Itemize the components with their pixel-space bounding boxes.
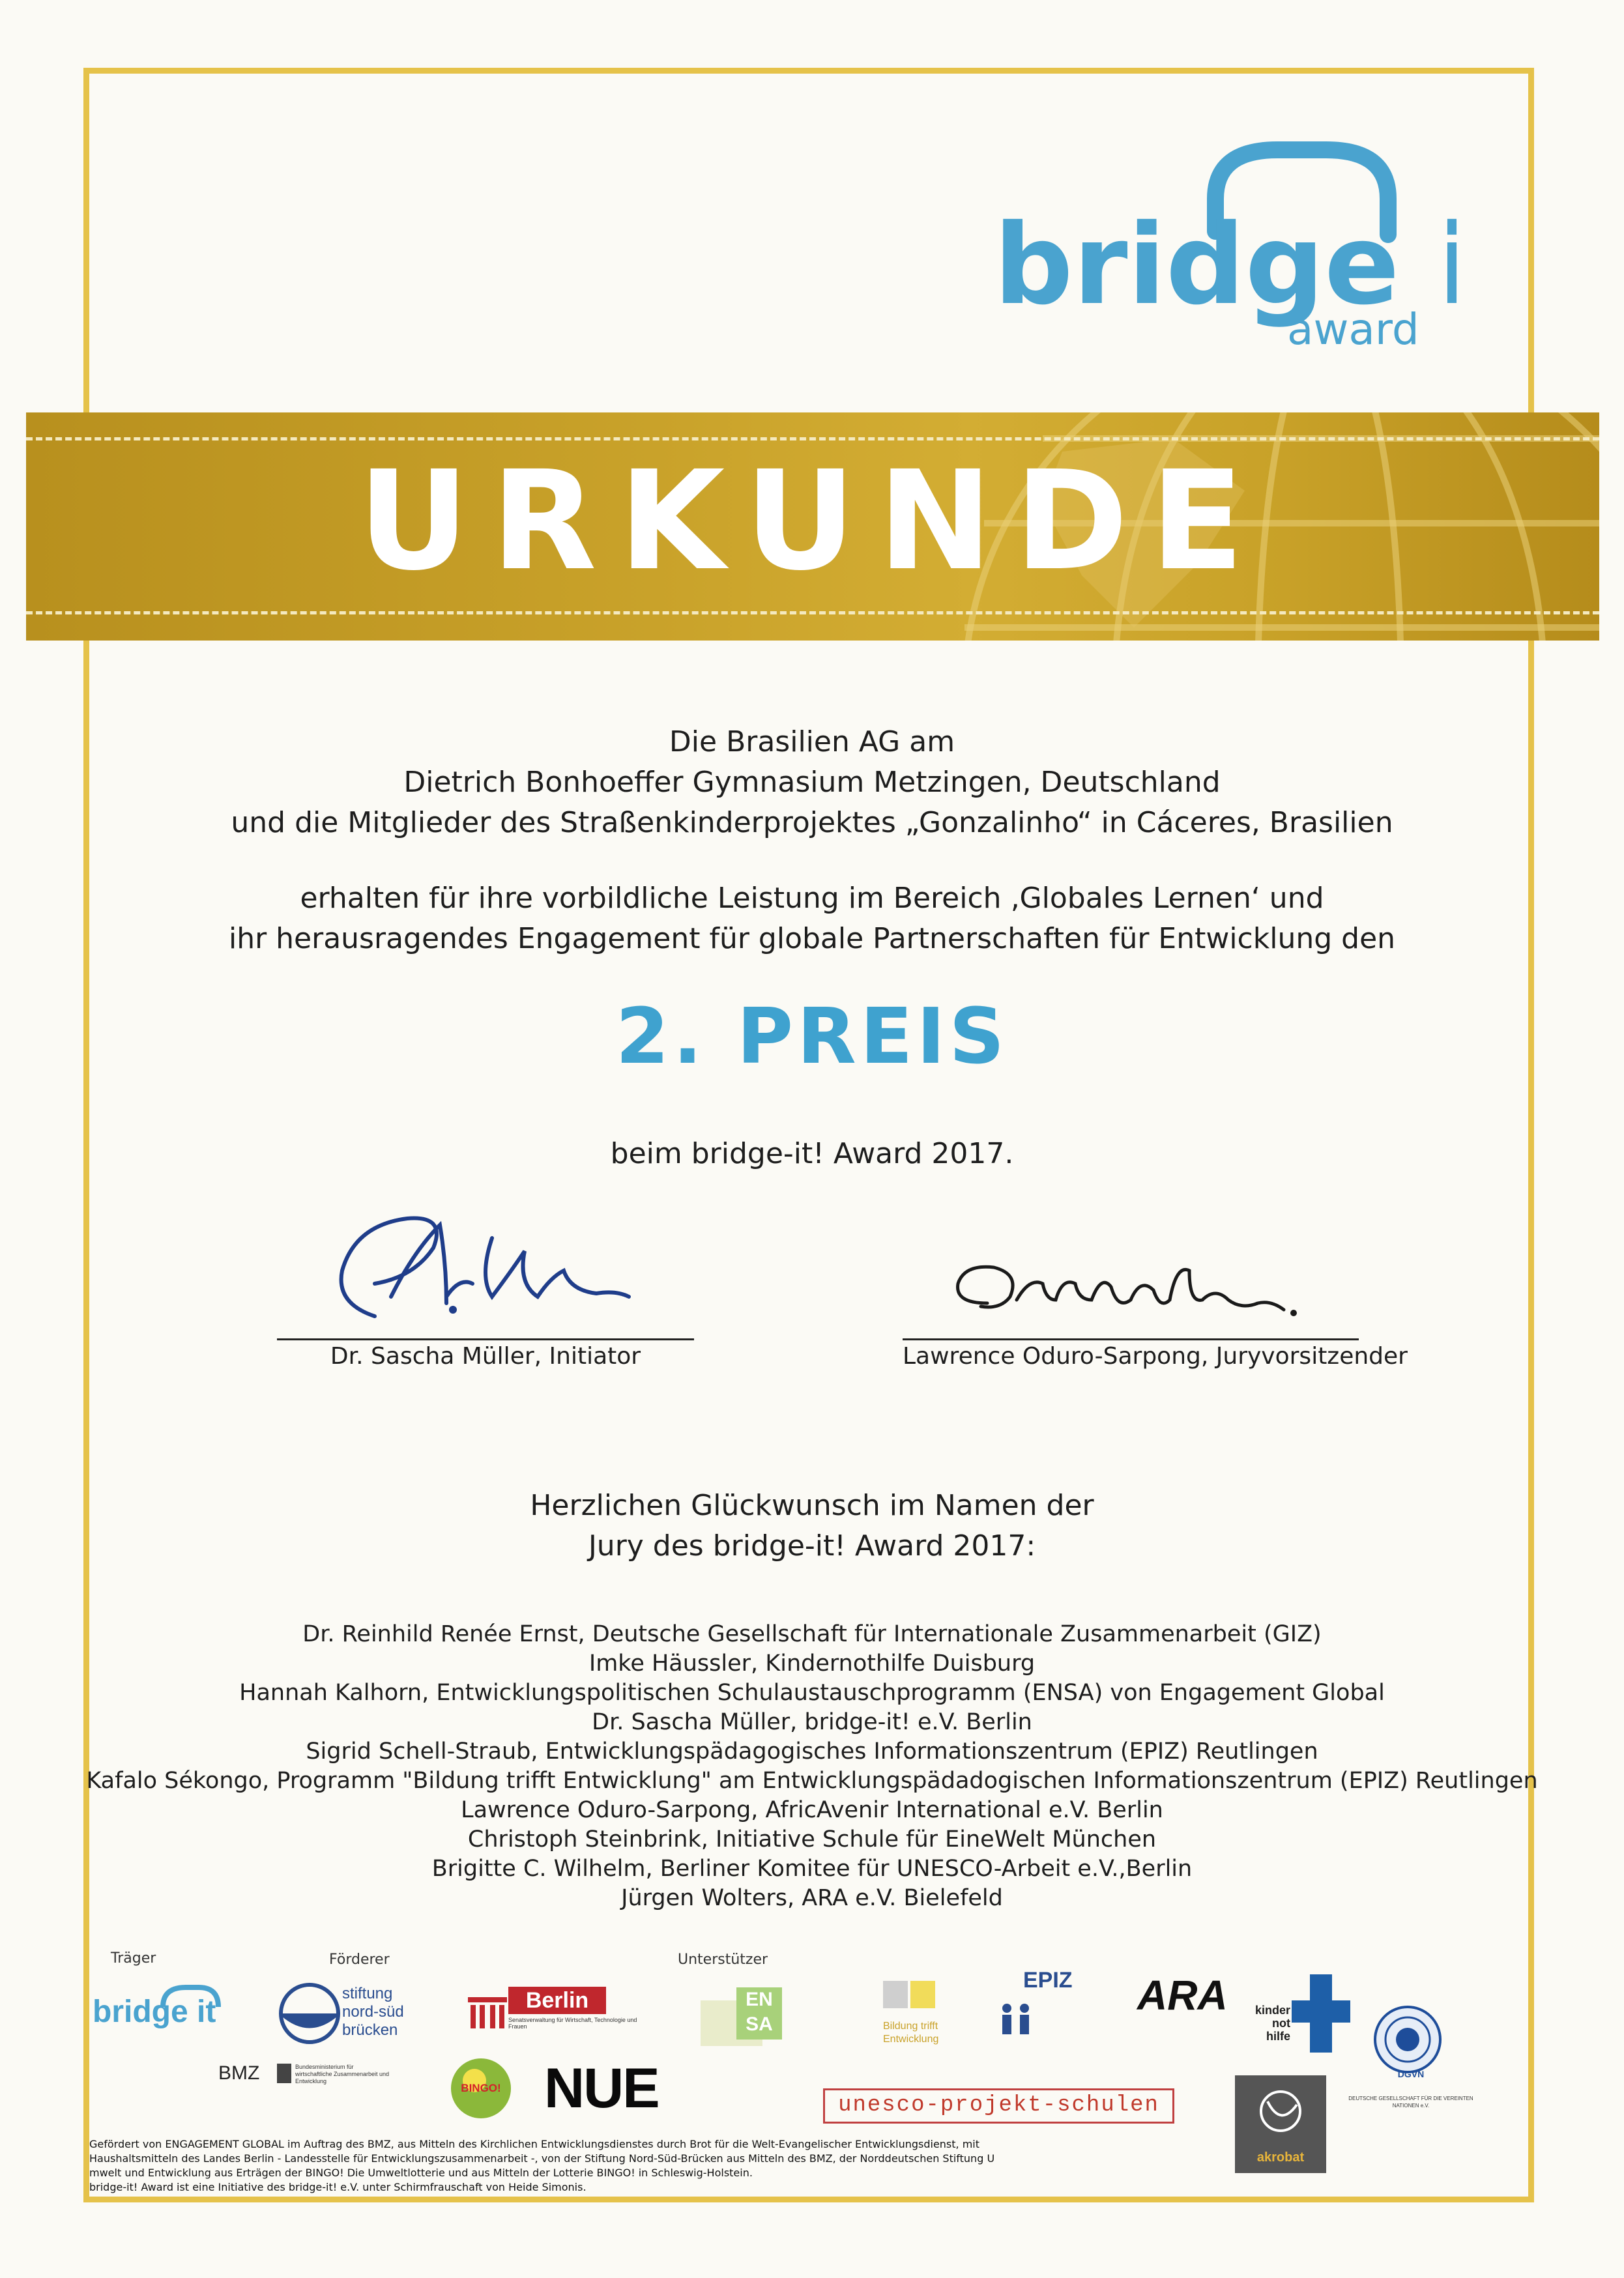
stiftung-circle-icon: [277, 1981, 349, 2046]
footnote-line-4: bridge-it! Award ist eine Initiative des bridge-it! e.V. unter Schirmfrauschaft von Heide Simonis.: [89, 2181, 587, 2193]
jury-list: [0, 1620, 1624, 1913]
epiz-logo: [997, 1968, 1088, 2046]
kinder-line-3: hilfe: [1266, 2030, 1290, 2043]
bildung-line-1: Bildung trifft: [883, 2021, 938, 2032]
funding-footnote: [89, 2137, 1249, 2195]
banner-dashed-top: [26, 437, 1599, 440]
award-line-block: [0, 1134, 1624, 1174]
stiftung-logo: [277, 1981, 420, 2046]
stiftung-line-2: nord-süd: [342, 2003, 404, 2021]
bridge-it-small-text: bridge it: [93, 1995, 216, 2029]
label-unterstuetzer: Unterstützer: [678, 1952, 768, 1968]
unesco-projekt-schulen-stamp: unesco-projekt-schulen: [823, 2088, 1174, 2124]
stiftung-line-1: stiftung: [342, 1985, 393, 2002]
prize-title: 2. PREIS: [615, 991, 1009, 1081]
bmz-text: BMZ: [218, 2062, 260, 2084]
cross-icon: [1292, 1974, 1350, 2053]
jury-member: Hannah Kalhorn, Entwicklungspolitischen Schulaustauschprogramm (ENSA) von Engagement Global: [239, 1680, 1385, 1706]
ara-text: ARA: [1137, 1972, 1228, 2019]
recipients-line-3: und die Mitglieder des Straßenkinderprojektes „Gonzalinho“ in Cáceres, Brasilien: [231, 806, 1393, 839]
berlin-text: Berlin: [508, 1987, 606, 2014]
signature-left: [277, 1199, 694, 1373]
ensa-logo: [701, 1987, 785, 2053]
jury-member: Sigrid Schell-Straub, Entwicklungspädagogisches Informationszentrum (EPIZ) Reutlingen: [306, 1738, 1318, 1765]
recipients-block: [0, 722, 1624, 843]
bingo-text: BINGO!: [461, 2082, 501, 2094]
kindernothilfe-logo: [1245, 1974, 1349, 2053]
jury-member: Dr. Reinhild Renée Ernst, Deutsche Gesellschaft für Internationale Zusammenarbeit (GIZ): [302, 1621, 1322, 1647]
congrats-line-1: Herzlichen Glückwunsch im Namen der: [530, 1489, 1094, 1522]
signature-left-caption: Dr. Sascha Müller, Initiator: [330, 1343, 641, 1370]
jury-member: Lawrence Oduro-Sarpong, AfricAvenir International e.V. Berlin: [461, 1797, 1163, 1823]
bridge-it-award-logo: [987, 137, 1457, 352]
signature-oduro-image: [903, 1238, 1359, 1336]
recipients-line-2: Dietrich Bonhoeffer Gymnasium Metzingen, Deutschland: [403, 766, 1221, 799]
jury-member: Dr. Sascha Müller, bridge-it! e.V. Berlin: [592, 1709, 1032, 1735]
reason-line-2: ihr herausragendes Engagement für globale Partnerschaften für Entwicklung den: [228, 922, 1396, 955]
reason-block: [0, 878, 1624, 959]
ensa-text: EN SA: [736, 1987, 782, 2040]
certificate-title: URKUNDE: [358, 441, 1266, 601]
prize-block: [0, 990, 1624, 1082]
jury-member: Imke Häussler, Kindernothilfe Duisburg: [588, 1651, 1036, 1677]
jury-member: Christoph Steinbrink, Initiative Schule für EineWelt München: [467, 1826, 1157, 1853]
banner-dashed-bottom: [26, 611, 1599, 614]
footnote-line-2: Haushaltsmitteln des Landes Berlin - Landesstelle für Entwicklungszusammenarbeit -, von der Stiftung Nord-Süd-Brücken aus Mitteln des BMZ, der Norddeutschen Stiftung U: [89, 2152, 995, 2165]
bridge-it-small-logo: [91, 1981, 241, 2040]
nue-logo: [544, 2059, 688, 2118]
congrats-block: [0, 1486, 1624, 1566]
jury-member: Kafalo Sékongo, Programm "Bildung trifft Entwicklung" am Entwicklungspädadogischen Informationszentrum (EPIZ) Reutlingen: [86, 1768, 1538, 1794]
brandenburg-gate-icon: [468, 1997, 507, 2030]
dgvn-logo: [1346, 2004, 1476, 2114]
stiftung-line-3: brücken: [342, 2021, 398, 2039]
federal-eagle-icon: [277, 2064, 291, 2083]
bridge-arch-icon: [987, 137, 1457, 352]
bildung-line-2: Entwicklung: [883, 2034, 939, 2045]
logo-main-text: bridge: [994, 201, 1400, 330]
footnote-line-3: mwelt und Entwicklung aus Erträgen der BINGO! Die Umweltlotterie und aus Mitteln der Lotterie BINGO! in Schleswig-Holstein.: [89, 2167, 753, 2179]
label-traeger: Träger: [111, 1950, 156, 1967]
recipients-line-1: Die Brasilien AG am: [669, 725, 955, 758]
akrobat-figure-icon: [1235, 2075, 1326, 2147]
bmz-logo: [218, 2062, 388, 2108]
jury-member: Brigitte C. Wilhelm, Berliner Komitee für UNESCO-Arbeit e.V.,Berlin: [431, 1856, 1193, 1882]
signature-mueller-image: [277, 1199, 694, 1336]
kinder-line-1: kinder: [1254, 2004, 1290, 2017]
footnote-line-1: Gefördert von ENGAGEMENT GLOBAL im Auftrag des BMZ, aus Mitteln des Kirchlichen Entwicklungsdienstes durch Brot für die Welt-Evangelischer Entwicklungsdienst, mit: [89, 2138, 980, 2150]
people-icon: [997, 2002, 1036, 2041]
berlin-logo: [468, 1984, 650, 2043]
signature-right-caption: Lawrence Oduro-Sarpong, Juryvorsitzender: [903, 1343, 1408, 1370]
ara-logo: [1137, 1971, 1228, 2023]
bingo-logo: [448, 2056, 520, 2121]
logo-sub-text: award: [1287, 304, 1419, 352]
dgvn-text: DGVN: [1397, 2069, 1425, 2079]
signature-right: [903, 1238, 1408, 1373]
kinder-line-2: not: [1272, 2017, 1290, 2030]
bmz-sub-text: Bundesministerium für wirtschaftliche Zusammenarbeit und Entwicklung: [295, 2064, 390, 2084]
nue-text: NUE: [544, 2057, 659, 2120]
award-line: beim bridge-it! Award 2017.: [610, 1137, 1014, 1170]
akrobat-text: akrobat: [1256, 2150, 1305, 2165]
reason-line-1: erhalten für ihre vorbildliche Leistung im Bereich ‚Globales Lernen‘ und: [300, 882, 1324, 915]
berlin-sub-text: Senatsverwaltung für Wirtschaft, Technologie und Frauen: [508, 2017, 637, 2030]
bildung-trifft-entwicklung-logo: [883, 1981, 981, 2053]
label-foerderer: Förderer: [329, 1952, 390, 1968]
congrats-line-2: Jury des bridge-it! Award 2017:: [588, 1529, 1036, 1563]
epiz-text: EPIZ: [1023, 1968, 1073, 1993]
jury-member: Jürgen Wolters, ARA e.V. Bielefeld: [621, 1885, 1003, 1911]
dgvn-sub-text: DEUTSCHE GESELLSCHAFT FÜR DIE VEREINTEN NATIONEN e.V.: [1348, 2096, 1473, 2109]
